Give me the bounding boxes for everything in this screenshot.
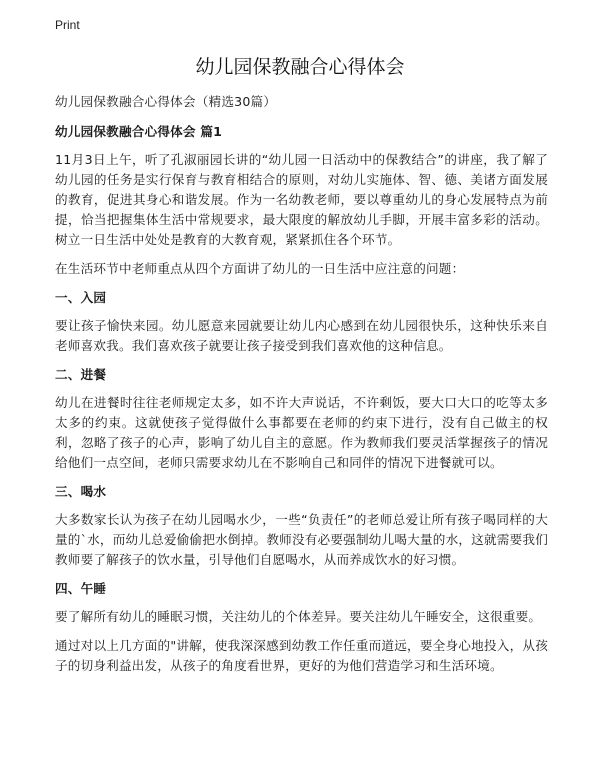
article-heading: 幼儿园保教融合心得体会 篇1 (55, 124, 223, 139)
section-body-drinking: 大多数家长认为孩子在幼儿园喝水少，一些“负责任”的老师总爱让所有孩子喝同样的大量的`水，而幼儿总爱偷偷把水倒掉。教师没有必要强制幼儿喝大量的水，这就需要我们教师要了解孩子的饮水量，引导他们自愿喝水，从而养成饮水的好习惯。 (55, 512, 548, 567)
section-heading-nap: 四、午睡 (55, 581, 107, 596)
closing-paragraph: 通过对以上几方面的"讲解，使我深深感到幼教工作任重而道远，要全身心地投入，从孩子的切身利益出发，从孩子的角度看世界，更好的为他们营造学习和生活环境。 (55, 638, 548, 673)
section-heading-meals: 二、进餐 (55, 367, 107, 382)
section-heading-drinking: 三、喝水 (55, 484, 107, 499)
article-body (55, 92, 548, 685)
intro-paragraph: 11月3日上午，听了孔淑丽园长讲的“幼儿园一日活动中的保教结合”的讲座，我了解了幼儿园的任务是实行保育与教育相结合的原则，对幼儿实施体、智、德、美诸方面发展的教育，促进其身心和谐发展。作为一名幼教老师，要以尊重幼儿的身心发展特点为前提，恰当把握集体生活中常规要求，最大限度的解放幼儿手脚，开展丰富多彩的活动。树立一日生活中处处是教育的大教育观，紧紧抓住各个环节。 (55, 152, 548, 247)
section-body-arrival: 要让孩子愉快来园。幼儿愿意来园就要让幼儿内心感到在幼儿园很快乐，这种快乐来自老师喜欢我。我们喜欢孩子就要让孩子接受到我们喜欢他的这种信息。 (55, 318, 548, 353)
print-link[interactable]: Print (55, 18, 80, 32)
section-heading-arrival: 一、入园 (55, 290, 107, 305)
section-body-nap: 要了解所有幼儿的睡眠习惯，关注幼儿的个体差异。要关注幼儿午睡安全，这很重要。 (55, 609, 542, 624)
lead-paragraph: 在生活环节中老师重点从四个方面讲了幼儿的一日生活中应注意的问题： (55, 261, 465, 276)
section-body-meals: 幼儿在进餐时往往老师规定太多，如不许大声说话，不许剩饭，要大口大口的吃等太多太多的约束。这就使孩子觉得做什么事都要在老师的约束下进行，没有自己做主的权利，忽略了孩子的心声，影响了幼儿自主的意愿。作为教师我们要灵活掌握孩子的情况给他们一点空间，老师只需要求幼儿在不影响自己和同伴的情况下进餐就可以。 (55, 395, 548, 470)
document-subtitle: 幼儿园保教融合心得体会（精选30篇） (55, 94, 277, 109)
page-title: 幼儿园保教融合心得体会 (195, 56, 405, 78)
